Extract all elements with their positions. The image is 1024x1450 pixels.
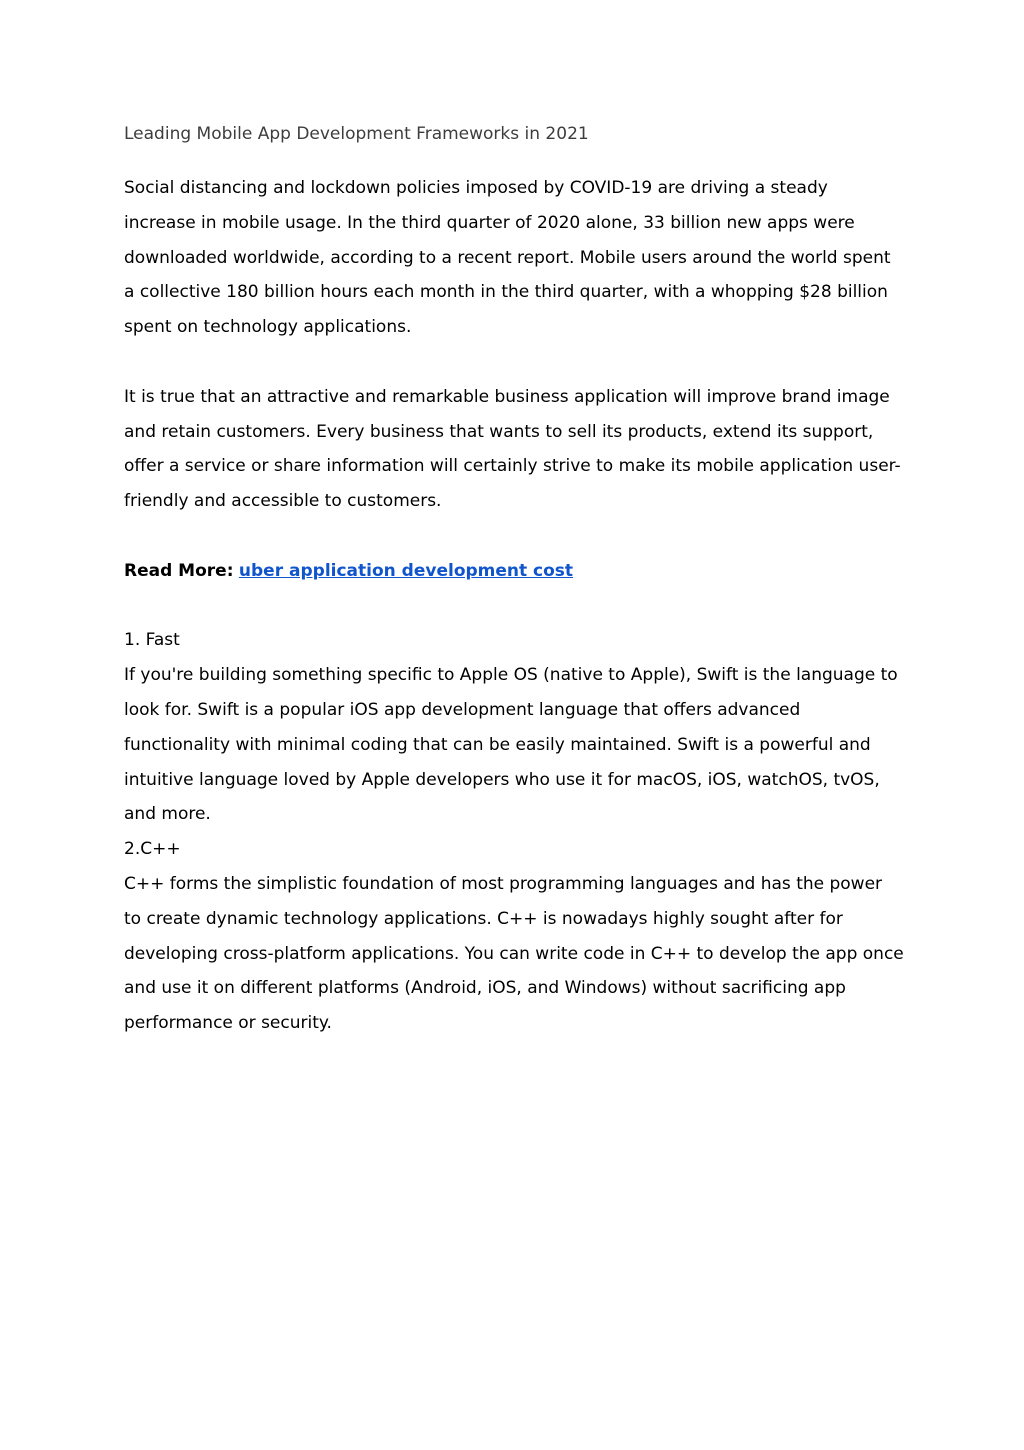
read-more-line (124, 554, 904, 589)
section-body-cpp: C++ forms the simplistic foundation of most programming languages and has the power to create dynamic technology applications. C++ is nowadays highly sought after for developing cross-platform applications. You can write code in C++ to develop the app once and use it on different platforms (Android, iOS, and Windows) without sacrificing app performance or security. (124, 873, 904, 1034)
paragraph-spacer (124, 589, 904, 624)
business-paragraph: It is true that an attractive and remarkable business application will improve brand image and retain customers. Every business that wants to sell its products, extend its support, offer a service or share information will certainly strive to make its mobile application user-friendly and accessible to customers. (124, 386, 901, 512)
document-title: Leading Mobile App Development Frameworks in 2021 (124, 124, 589, 144)
read-more-link[interactable]: uber application development cost (238, 560, 574, 581)
document-page (124, 119, 904, 1041)
paragraph-spacer (124, 345, 904, 380)
section-heading-fast: 1. Fast (124, 630, 180, 651)
intro-paragraph: Social distancing and lockdown policies imposed by COVID-19 are driving a steady increase in mobile usage. In the third quarter of 2020 alone, 33 billion new apps were downloaded worldwide, according to a recent report. Mobile users around the world spent a collective 180 billion hours each month in the third quarter, with a whopping $28 billion spent on technology applications. (124, 178, 891, 338)
section-body-fast: If you're building something specific to Apple OS (native to Apple), Swift is the language to look for. Swift is a popular iOS app development language that offers advanced functionality with minimal coding that can be easily maintained. Swift is a powerful and intuitive language loved by Apple developers who use it for macOS, iOS, watchOS, tvOS, and more. (124, 665, 898, 825)
paragraph-spacer (124, 519, 904, 554)
read-more-label: Read More: (124, 560, 234, 581)
section-heading-cpp: 2.C++ (124, 839, 181, 860)
